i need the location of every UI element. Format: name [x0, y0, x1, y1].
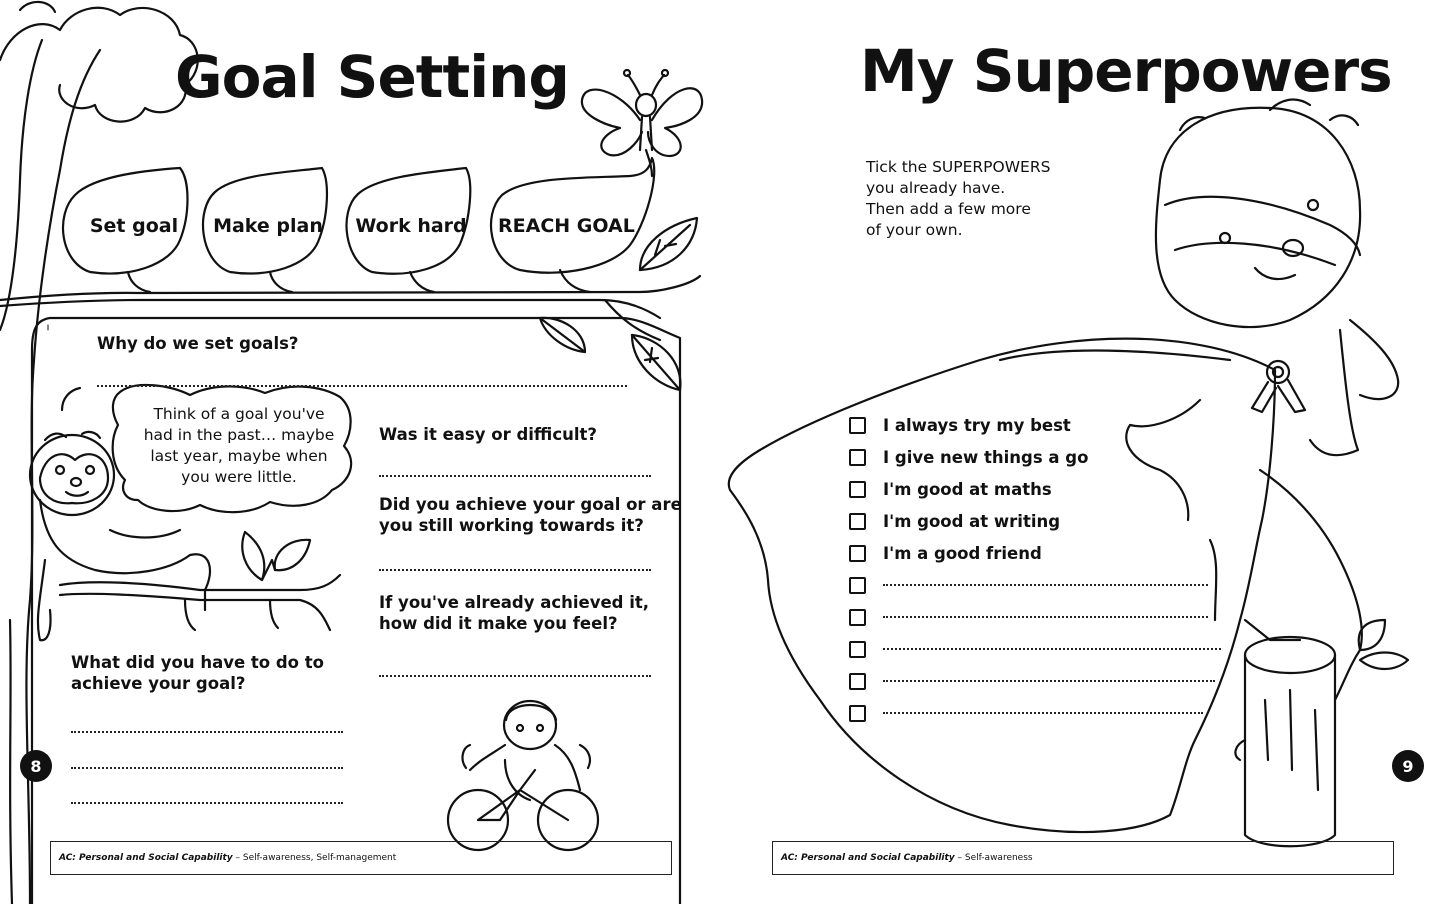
bubble-line: Think of a goal you've [153, 405, 325, 423]
page-number-right: 9 [1392, 750, 1424, 782]
question-line: achieve your goal? [71, 674, 246, 693]
question-why: Why do we set goals? [97, 334, 299, 353]
checkbox[interactable] [849, 641, 866, 658]
footer-rest: – Self-awareness [954, 853, 1033, 863]
bubble-line: you were little. [181, 468, 297, 486]
question-feel [379, 592, 649, 634]
checklist-label: I'm good at writing [883, 511, 1061, 531]
checklist-item[interactable] [849, 505, 1221, 537]
checkbox[interactable] [849, 577, 866, 594]
question-line: Did you achieve your goal or are [379, 495, 682, 514]
bubble-line: had in the past… maybe [143, 426, 335, 444]
checklist-item[interactable] [849, 409, 1221, 441]
checkbox[interactable] [849, 449, 866, 466]
answer-line-easy[interactable] [379, 475, 651, 477]
butterfly-illustration [582, 70, 702, 176]
checkbox[interactable] [849, 609, 866, 626]
question-achieve [379, 494, 682, 536]
question-line: If you've already achieved it, [379, 593, 650, 612]
page-number-left: 8 [20, 750, 52, 782]
step-label-make-plan: Make plan [213, 215, 323, 237]
intro-text [866, 157, 1050, 241]
question-line: What did you have to do to [71, 653, 324, 672]
checkbox[interactable] [849, 545, 866, 562]
question-line: you still working towards it? [379, 516, 644, 535]
checklist-label: I give new things a go [883, 447, 1089, 467]
checklist-item[interactable] [849, 473, 1221, 505]
checklist-blank-item[interactable] [849, 569, 1221, 601]
curriculum-footer-left [50, 841, 672, 875]
step-label-work-hard: Work hard [355, 215, 467, 237]
checklist-label: I always try my best [883, 415, 1071, 435]
answer-line-why[interactable] [97, 385, 627, 387]
question-line: how did it make you feel? [379, 614, 618, 633]
leaves-illustration [540, 218, 697, 390]
answer-line-achieve[interactable] [379, 569, 651, 571]
question-what-do [71, 652, 324, 694]
checkbox[interactable] [849, 673, 866, 690]
checklist-blank-item[interactable] [849, 601, 1221, 633]
footer-bold: AC: Personal and Social Capability [781, 853, 955, 863]
blank-line[interactable] [883, 712, 1203, 714]
checkbox[interactable] [849, 481, 866, 498]
checklist-blank-item[interactable] [849, 697, 1221, 729]
checklist-label: I'm good at maths [883, 479, 1052, 499]
checkbox[interactable] [849, 513, 866, 530]
superpower-checklist [849, 409, 1221, 729]
blank-line[interactable] [883, 680, 1215, 682]
step-label-reach-goal: REACH GOAL [498, 215, 635, 237]
footer-bold: AC: Personal and Social Capability [59, 853, 233, 863]
blank-line[interactable] [883, 616, 1208, 618]
thought-bubble-text [128, 404, 350, 488]
checklist-blank-item[interactable] [849, 633, 1221, 665]
checklist-item[interactable] [849, 537, 1221, 569]
curriculum-footer-right [772, 841, 1394, 875]
intro-line: of your own. [866, 221, 963, 239]
stump-illustration [1235, 620, 1408, 846]
intro-line: Tick the SUPERPOWERS [866, 158, 1051, 176]
answer-line-what-do-3[interactable] [71, 802, 343, 804]
question-easy: Was it easy or difficult? [379, 425, 597, 444]
bubble-line: last year, maybe when [150, 447, 328, 465]
small-leaves-illustration [242, 532, 310, 580]
page-title: Goal Setting [175, 43, 569, 111]
checkbox[interactable] [849, 417, 866, 434]
page-title-right: My Superpowers [860, 37, 1392, 105]
step-label-set-goal: Set goal [89, 215, 179, 237]
intro-line: you already have. [866, 179, 1006, 197]
intro-line: Then add a few more [866, 200, 1031, 218]
footer-rest: – Self-awareness, Self-management [232, 853, 397, 863]
answer-line-what-do-2[interactable] [71, 767, 343, 769]
blank-line[interactable] [883, 648, 1221, 650]
checkbox[interactable] [849, 705, 866, 722]
checklist-blank-item[interactable] [849, 665, 1221, 697]
checklist-item[interactable] [849, 441, 1221, 473]
answer-line-what-do-1[interactable] [71, 731, 343, 733]
blank-line[interactable] [883, 584, 1208, 586]
answer-line-feel[interactable] [379, 675, 651, 677]
checklist-label: I'm a good friend [883, 543, 1042, 563]
sloth-on-bike-illustration [448, 701, 598, 850]
